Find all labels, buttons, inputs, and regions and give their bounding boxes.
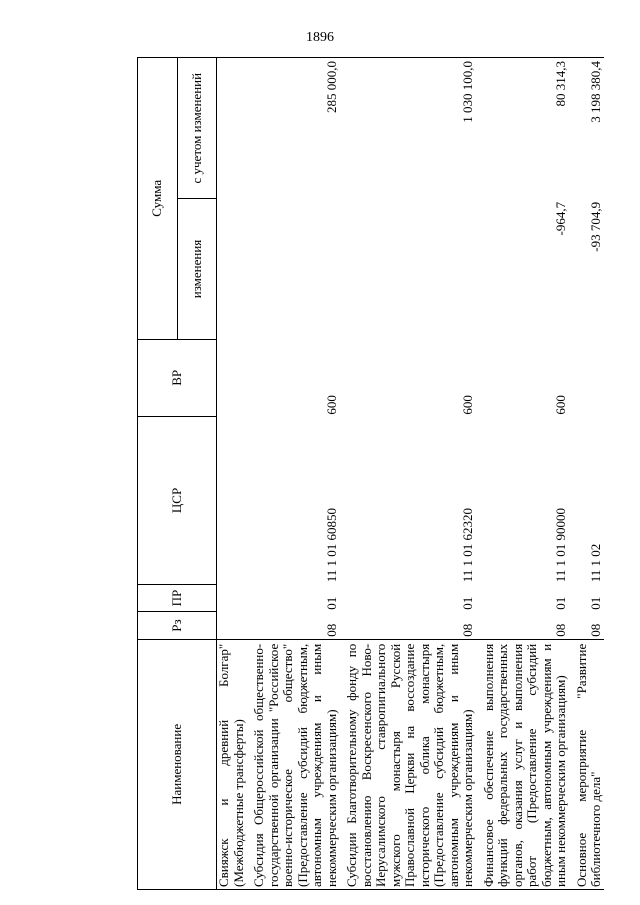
header-csr: ЦСР — [138, 417, 217, 585]
table-row — [339, 58, 476, 890]
row-vr — [217, 339, 247, 417]
row-with-changes: 1 030 100,0 — [339, 58, 476, 199]
row-name: Основное мероприятие "Развитие библиотечного дела" — [569, 639, 604, 889]
row-rz: 08 — [460, 623, 475, 637]
budget-table — [137, 57, 604, 890]
header-changes: изменения — [178, 199, 217, 339]
header-name: Наименование — [138, 639, 217, 889]
row-rz: 08 — [323, 623, 339, 637]
row-with-changes: 285 000,0 — [246, 58, 339, 199]
row-csr: 11 1 02 — [588, 543, 603, 583]
header-pr: ПР — [138, 584, 217, 612]
row-pr: 01 — [553, 596, 568, 610]
page-number: 1896 — [306, 30, 334, 45]
header-vr: ВР — [138, 339, 217, 417]
row-vr — [569, 339, 604, 417]
row-pr: 01 — [588, 596, 603, 610]
row-vr: 600 — [553, 395, 568, 415]
row-name: Свияжск и древний Болгар" (Межбюджетные трансферты) — [217, 639, 247, 889]
header-with-changes: с учетом изменений — [178, 58, 217, 199]
row-changes — [246, 199, 339, 339]
row-changes — [217, 199, 247, 339]
row-pr: 01 — [460, 596, 475, 610]
row-changes: -964,7 — [553, 201, 568, 236]
table-row — [476, 58, 569, 890]
row-rz — [217, 612, 247, 640]
row-csr: 11 1 01 62320 — [460, 507, 475, 583]
row-rz: 08 — [553, 623, 568, 637]
row-changes: -93 704,9 — [588, 201, 603, 252]
header-rz: Рз — [138, 612, 217, 640]
row-pr — [217, 584, 247, 612]
row-vr: 600 — [323, 395, 339, 415]
row-changes — [339, 199, 476, 339]
row-rz: 08 — [588, 623, 603, 637]
row-vr: 600 — [460, 395, 475, 415]
row-pr: 01 — [323, 596, 339, 610]
row-name: Субсидия Общероссийской общественно-государственной организации "Российское военно-историческое общество" (Предоставление субсидий бюджетным, автономным учреждениям и иным некоммерческим организациям) — [246, 639, 339, 889]
table-row — [569, 58, 604, 890]
table-row — [217, 58, 247, 890]
row-with-changes: 80 314,3 — [476, 58, 569, 199]
row-with-changes: 3 198 380,4 — [569, 58, 604, 199]
table-row — [246, 58, 339, 890]
rotated-page-content — [137, 57, 603, 890]
row-name: Финансовое обеспечение выполнения функций федеральных государственных органов, оказания услуг и выполнения работ (Предоставление субсидий бюджетным, автономным учреждениям и иным некоммерческим организациям) — [476, 639, 569, 889]
row-with-changes — [217, 58, 247, 199]
row-csr — [217, 417, 247, 585]
header-sum: Сумма — [138, 58, 178, 340]
row-csr: 11 1 01 60850 — [323, 507, 339, 583]
row-name: Субсидии Благотворительному фонду по восстановлению Воскресенского Ново-Иерусалимского ставропигиального мужского монастыря Русской Православной Церкви на воссоздание исторического облика монастыря (Предоставление субсидий бюджетным, автономным учреждениям и иным некоммерческим организациям) — [339, 639, 476, 889]
row-csr: 11 1 01 90000 — [553, 507, 568, 583]
